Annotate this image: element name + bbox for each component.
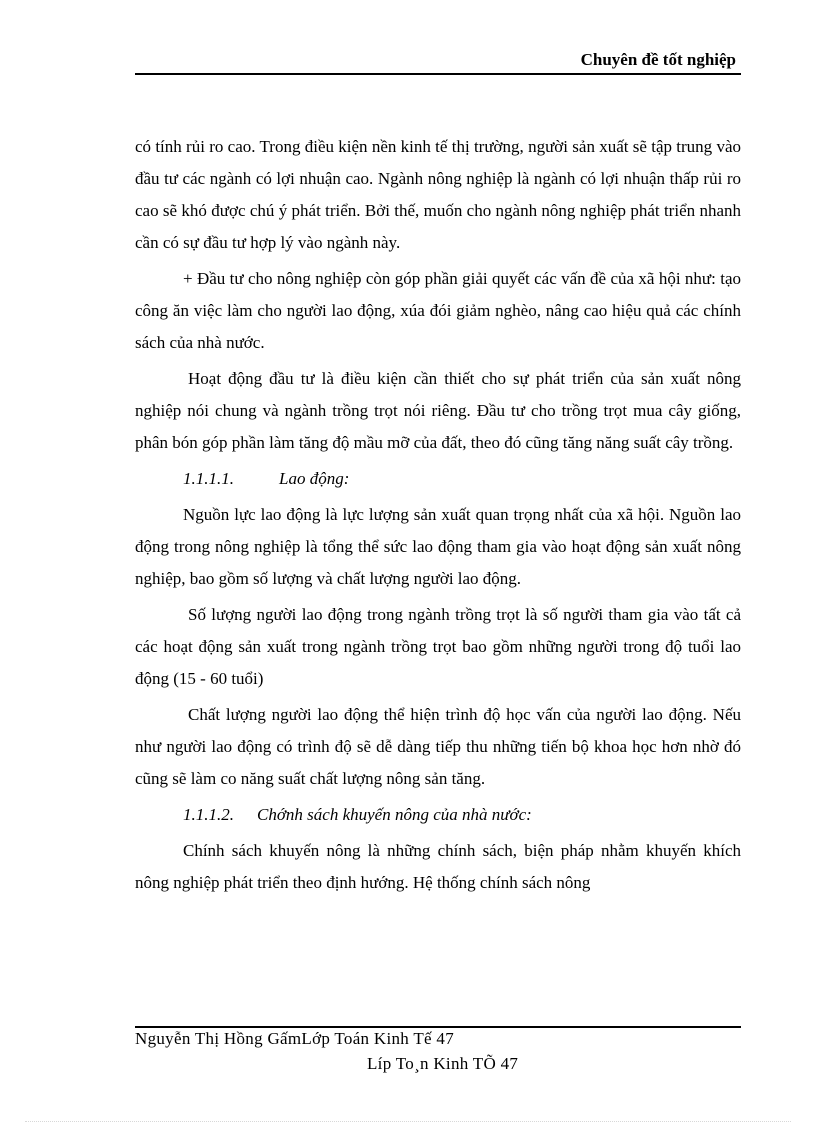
section-title: Lao động: (279, 469, 350, 488)
body-text (135, 131, 741, 903)
section-title: Chớnh sách khuyến nông của nhà nước: (257, 805, 532, 824)
paragraph: Chất lượng người lao động thể hiện trình độ học vấn của người lao động. Nếu như người lao động có trình độ sẽ dễ dàng tiếp thu những tiến bộ khoa học hơn nhờ đó cũng sẽ làm co năng suất chất lượng nông sản tăng. (135, 705, 741, 788)
page-edge (25, 1121, 791, 1122)
footer-class-garbled: Líp To¸n Kinh TÕ 47 (367, 1054, 519, 1073)
paragraph: Chính sách khuyến nông là những chính sách, biện pháp nhằm khuyến khích nông nghiệp phát triển theo định hướng. Hệ thống chính sách nông (135, 841, 741, 892)
paragraph: Số lượng người lao động trong ngành trồng trọt là số người tham gia vào tất cả các hoạt động sản xuất trong ngành trồng trọt bao gồm những người trong độ tuổi lao động (15 - 60 tuổi) (135, 605, 741, 688)
paragraph: có tính rủi ro cao. Trong điều kiện nền kinh tế thị trường, người sản xuất sẽ tập trung vào đầu tư các ngành có lợi nhuận cao. Ngành nông nghiệp là ngành có lợi nhuận thấp rủi ro cao sẽ khó được chú ý phát triển. Bởi thế, muốn cho ngành nông nghiệp phát triển nhanh cần có sự đầu tư hợp lý vào ngành này. (135, 137, 741, 252)
paragraph: Hoạt động đầu tư là điều kiện cần thiết cho sự phát triển của sản xuất nông nghiệp nói chung và ngành trồng trọt nói riêng. Đầu tư cho trồng trọt mua cây giống, phân bón góp phần làm tăng độ mầu mỡ của đất, theo đó cũng tăng năng suất cây trồng. (135, 369, 741, 452)
section-number: 1.1.1.2. (183, 805, 234, 824)
section-number: 1.1.1.1. (183, 469, 234, 488)
header-divider (135, 73, 741, 75)
paragraph: Nguồn lực lao động là lực lượng sản xuất quan trọng nhất của xã hội. Nguồn lao động trong nông nghiệp là tổng thể sức lao động tham gia vào hoạt động sản xuất nông nghiệp, bao gồm số lượng và chất lượng người lao động. (135, 505, 741, 588)
section-heading (135, 799, 741, 831)
footer-author-class: Nguyễn Thị Hồng GấmLớp Toán Kinh Tế 47 (135, 1029, 455, 1048)
footer-divider (135, 1026, 741, 1028)
header-title: Chuyên đề tốt nghiệp (580, 50, 736, 69)
section-heading (135, 463, 741, 495)
paragraph: + Đầu tư cho nông nghiệp còn góp phần giải quyết các vấn đề của xã hội như: tạo công ăn việc làm cho người lao động, xúa đói giảm nghèo, nâng cao hiệu quả các chính sách của nhà nước. (135, 269, 741, 352)
